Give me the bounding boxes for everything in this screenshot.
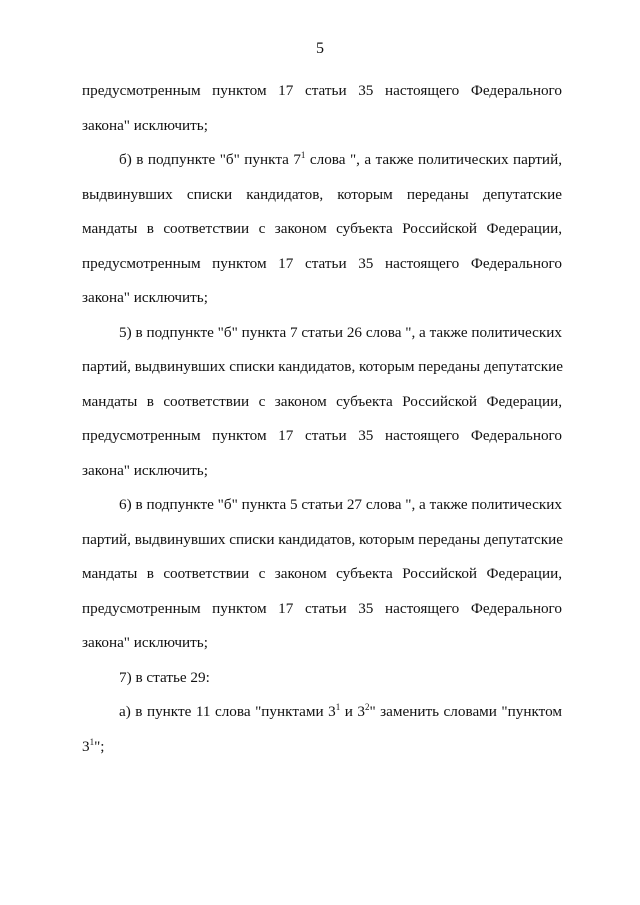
text-line: мандаты в соответствии с законом субъекта Российской Федерации, [82,565,562,582]
text-fragment: "; [94,737,105,755]
superscript: 1 [300,150,306,160]
text-line: партий, выдвинувших списки кандидатов, которым переданы депутатские [82,530,564,548]
text-fragment: 3 [82,737,90,755]
text-line: выдвинувших списки кандидатов, которым переданы депутатские [82,185,562,203]
text-line: 6) в подпункте "б" пункта 5 статьи 27 слова ", а также политических [119,496,562,513]
text-line: закона" исключить; [82,116,208,134]
text-line [82,735,562,770]
superscript: 1 [89,736,95,747]
text-line: предусмотренным пунктом 17 статьи 35 настоящего Федерального [82,427,562,444]
superscript: 1 [335,702,341,712]
text-fragment: а) в пункте 11 слова "пунктами 3 [119,703,336,720]
text-line: закона" исключить; [82,461,208,479]
text-fragment: слова ", а также политических партий, [305,151,562,168]
text-fragment: и 3 [340,703,365,720]
text-line: закона" исключить; [82,289,208,306]
text-line: партий, выдвинувших списки кандидатов, которым переданы депутатские [82,358,564,375]
text-line: мандаты в соответствии с законом субъекта Российской Федерации, [82,392,562,410]
text-line: закона" исключить; [82,634,208,651]
text-line: предусмотренным пунктом 17 статьи 35 настоящего Федерального [82,254,562,272]
superscript: 2 [364,702,370,712]
text-fragment: " заменить словами "пунктом [369,703,562,720]
text-line [82,148,562,183]
text-fragment: б) в подпункте "б" пункта 7 [119,151,301,168]
text-line: предусмотренным пунктом 17 статьи 35 настоящего Федерального [82,599,562,617]
page-number: 5 [316,40,324,57]
text-line: 5) в подпункте "б" пункта 7 статьи 26 слова ", а также политических [119,323,562,341]
text-line: мандаты в соответствии с законом субъекта Российской Федерации, [82,220,562,237]
document-body [82,79,562,769]
text-line [82,700,562,735]
text-line: предусмотренным пунктом 17 статьи 35 настоящего Федерального [82,82,562,99]
text-line: 7) в статье 29: [119,668,210,686]
